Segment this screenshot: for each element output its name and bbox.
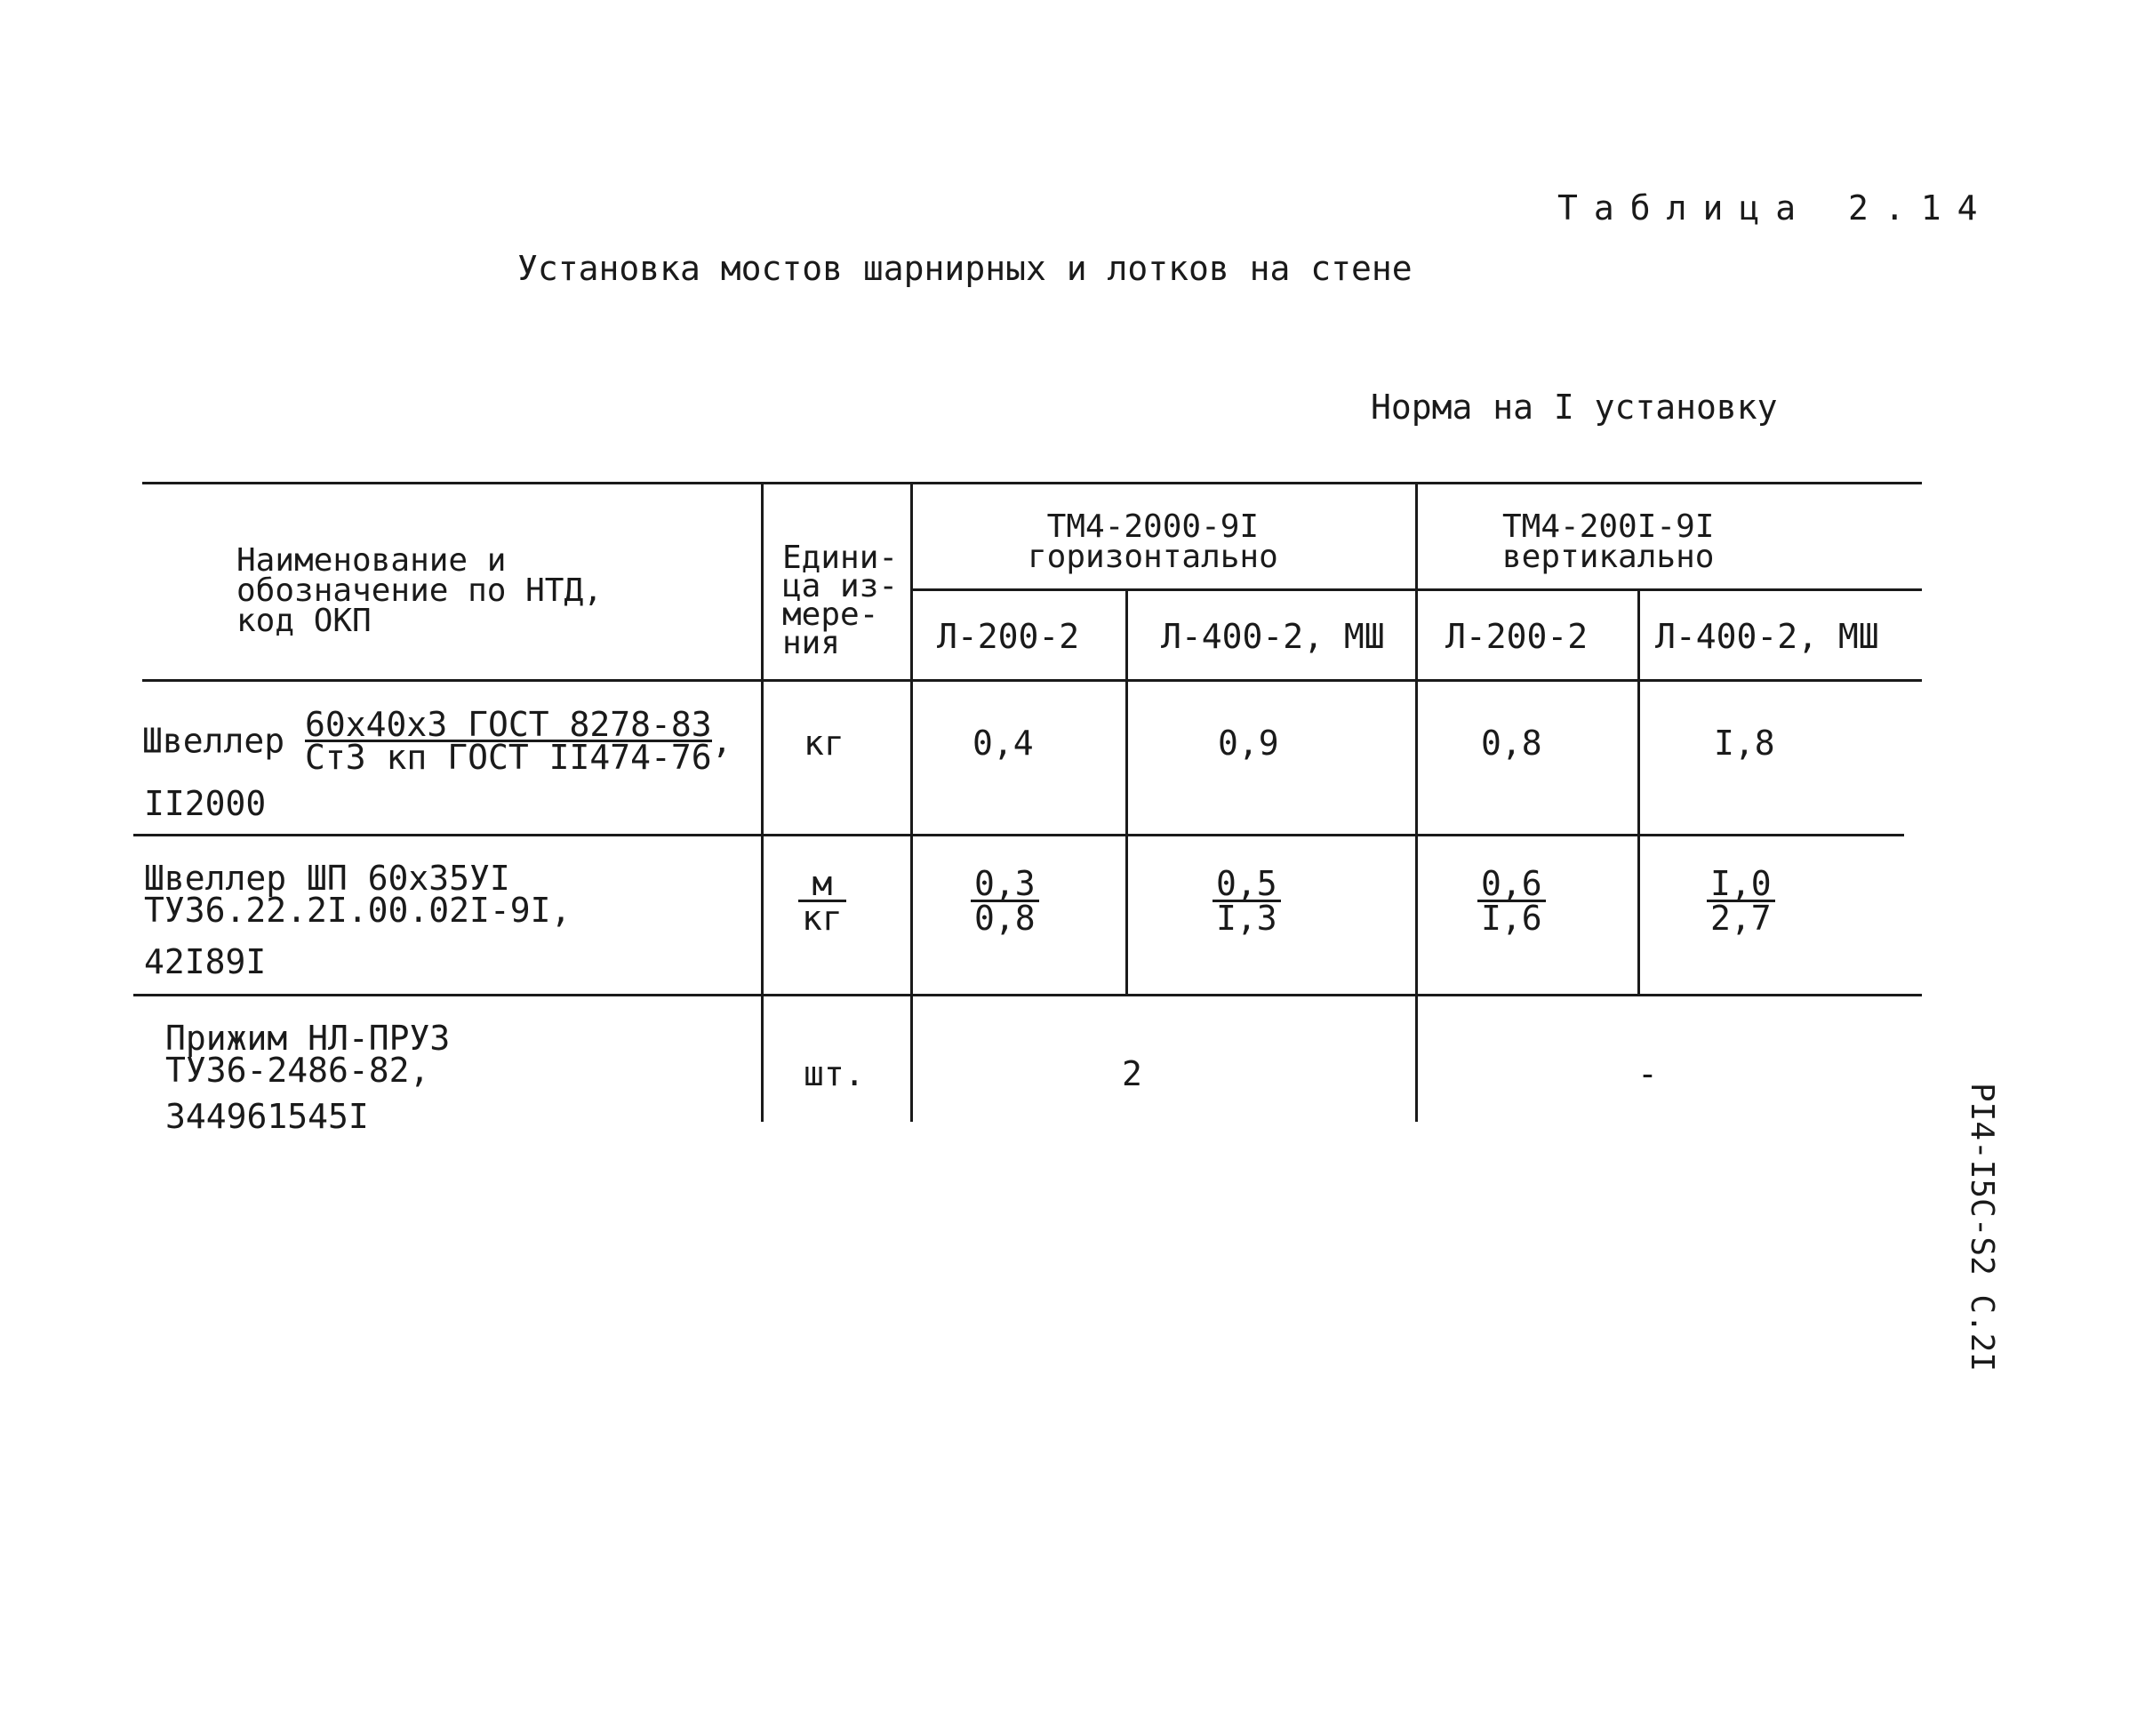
table-label: Таблица 2.14 bbox=[1557, 188, 1994, 228]
row2-code: 42I89I bbox=[144, 942, 267, 981]
header-name-line: код ОКП bbox=[236, 603, 372, 639]
fraction-den: I,3 bbox=[1216, 899, 1277, 938]
header-unit-line: ния bbox=[782, 625, 841, 661]
row2-bottom-rule bbox=[133, 994, 1922, 996]
header-bottom-rule bbox=[142, 679, 1922, 682]
group-code: ТМ4-2000-9I bbox=[1046, 508, 1260, 545]
fraction-num: 0,5 bbox=[1213, 868, 1281, 902]
row1-value-v-l400: I,8 bbox=[1714, 724, 1775, 763]
row2-unit bbox=[798, 864, 846, 938]
fraction-den: I,6 bbox=[1481, 899, 1542, 938]
table-title: Установка мостов шарнирных и лотков на стене bbox=[517, 249, 1413, 288]
row3-name-line: Прижим НЛ-ПРУЗ bbox=[165, 1019, 451, 1058]
row1-value-v-l200: 0,8 bbox=[1481, 724, 1542, 763]
norm-note: Норма на I установку bbox=[1371, 388, 1778, 427]
row2-unit-num: м bbox=[798, 868, 846, 902]
col-divider-name bbox=[761, 482, 764, 1122]
row1-name-standard: 60х40х3 ГОСТ 8278-83 bbox=[305, 705, 712, 744]
row2-value-v-l400 bbox=[1707, 864, 1775, 938]
header-unit-line: мере- bbox=[782, 596, 879, 633]
header-name-line: Наименование и bbox=[236, 542, 507, 579]
group-orientation: вертикально bbox=[1502, 539, 1715, 575]
row3-name-line: ТУ36-2486-82, bbox=[165, 1051, 430, 1090]
row1-name-fraction bbox=[305, 705, 712, 777]
subheader-h-l400: Л-400-2, МШ bbox=[1161, 617, 1385, 656]
row2-unit-den: кг bbox=[802, 899, 843, 938]
row1-name-sep: , bbox=[711, 721, 732, 761]
fraction-den: 0,8 bbox=[974, 899, 1036, 938]
header-unit-line: Едини- bbox=[782, 540, 899, 576]
header-name-column bbox=[236, 542, 603, 639]
group-orientation: горизонтально bbox=[1028, 539, 1278, 575]
row2-value-h-l200 bbox=[971, 864, 1039, 938]
row1-name-material: Ст3 кп ГОСТ II474-76 bbox=[305, 738, 712, 777]
fraction-num: I,0 bbox=[1707, 868, 1775, 902]
row1-code: II2000 bbox=[144, 784, 267, 823]
row2-value-h-l400 bbox=[1213, 864, 1281, 938]
col-divider-sub1 bbox=[1125, 588, 1128, 994]
row3-value-vertical: - bbox=[1637, 1054, 1658, 1093]
subheader-v-l400: Л-400-2, МШ bbox=[1655, 617, 1879, 656]
row2-name bbox=[144, 859, 572, 930]
subheader-h-l200: Л-200-2 bbox=[937, 617, 1080, 656]
row1-name bbox=[142, 705, 732, 777]
col-divider-group bbox=[1415, 482, 1418, 1122]
row1-value-h-l400: 0,9 bbox=[1218, 724, 1279, 763]
row3-name bbox=[165, 1019, 451, 1090]
fraction-num: 0,6 bbox=[1477, 868, 1546, 902]
row1-name-prefix: Швеллер bbox=[142, 721, 285, 761]
header-name-line: обозначение по НТД, bbox=[236, 572, 603, 609]
group-code: ТМ4-200I-9I bbox=[1502, 508, 1715, 545]
row1-unit: кг bbox=[804, 724, 844, 763]
col-divider-sub3 bbox=[1637, 588, 1640, 994]
row1-value-h-l200: 0,4 bbox=[972, 724, 1034, 763]
header-group-horizontal bbox=[1028, 508, 1278, 575]
row3-unit: шт. bbox=[804, 1054, 865, 1093]
header-unit-column bbox=[782, 540, 899, 661]
row3-value-horizontal: 2 bbox=[1122, 1054, 1142, 1093]
header-group-vertical bbox=[1502, 508, 1715, 575]
side-code: PI4-I5C-S2 C.2I bbox=[1964, 1083, 2000, 1372]
row2-value-v-l200 bbox=[1477, 864, 1546, 938]
row2-name-line: ТУ36.22.2I.00.02I-9I, bbox=[144, 891, 572, 930]
row3-code: 344961545I bbox=[165, 1097, 369, 1136]
fraction-den: 2,7 bbox=[1710, 899, 1772, 938]
row2-name-line: Швеллер ШП 60х35УI bbox=[144, 859, 510, 898]
fraction-num: 0,3 bbox=[971, 868, 1039, 902]
col-divider-unit bbox=[910, 482, 913, 1122]
table-top-rule bbox=[142, 482, 1922, 484]
header-unit-line: ца из- bbox=[782, 568, 899, 604]
subheader-v-l200: Л-200-2 bbox=[1445, 617, 1589, 656]
